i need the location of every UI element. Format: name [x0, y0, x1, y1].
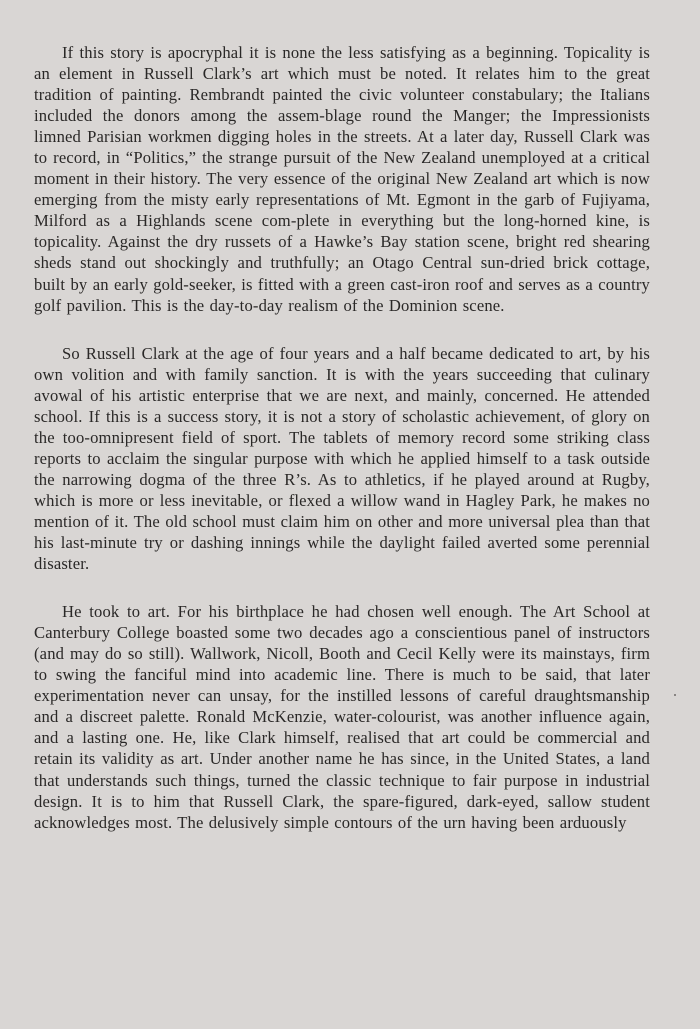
paragraph-politics-topicality: If this story is apocryphal it is none the less satisfying as a beginning. Topicality is an element in Russell Clark’s art which must be noted. It relates him to the great tradition of painting. Rembrandt painted the civic volunteer constabulary; the Italians included the donors among the assem-blage round the Manger; the Impressionists limned Parisian workmen digging holes in the streets. At a later day, Russell Clark was to record, in “Politics,” the strange pursuit of the New Zealand unemployed at a critical moment in their history. The very essence of the original New Zealand art which is now emerging from the misty early representations of Mt. Egmont in the garb of Fujiyama, Milford as a Highlands scene com-plete in everything but the long-horned kine, is topicality. Against the dry russets of a Hawke’s Bay station scene, bright red shearing sheds stand out shockingly and truthfully; an Otago Central sun-dried brick cottage, built by an early gold-seeker, is fitted with a green cast-iron roof and serves as a country golf pavilion. This is the day-to-day realism of the Dominion scene. [34, 43, 650, 315]
paragraph-art-school: He took to art. For his birthplace he had chosen well enough. The Art School at Canterbury College boasted some two decades ago a conscientious panel of instructors (and may do so still). Wallwork, Nicoll, Booth and Cecil Kelly were its mainstays, firm to swing the fanciful mind into academic line. There is much to be said, that later experimentation never can unsay, for the instilled lessons of careful draughtsmanship and a discreet palette. Ronald McKenzie, water-colourist, was another influence again, and a lasting one. He, like Clark himself, realised that art could be commercial and retain its validity as art. Under another name he has since, in the United States, a land that understands such things, turned the classic technique to fair purpose in industrial design. It is to him that Russell Clark, the spare-figured, dark-eyed, sallow student acknowledges most. The delusively simple contours of the urn having been arduously [34, 602, 650, 832]
ink-speck [674, 694, 676, 696]
paragraph-dedication-to-art: So Russell Clark at the age of four years and a half became dedicated to art, by his own volition and with family sanction. It is with the years succeeding that culinary avowal of his artistic enterprise that we are next, and mainly, concerned. He attended school. If this is a success story, it is not a story of scholastic achievement, of glory on the too-omnipresent field of sport. The tablets of memory record some striking class reports to acclaim the singular purpose with which he applied himself to a task outside the narrowing dogma of the three R’s. As to athletics, if he played around at Rugby, which is more or less inevitable, or flexed a willow wand in Hagley Park, he makes no mention of it. The old school must claim him on other and more universal plea than that his last-minute try or dashing innings while the daylight failed averted some perennial disaster. [34, 343, 650, 574]
